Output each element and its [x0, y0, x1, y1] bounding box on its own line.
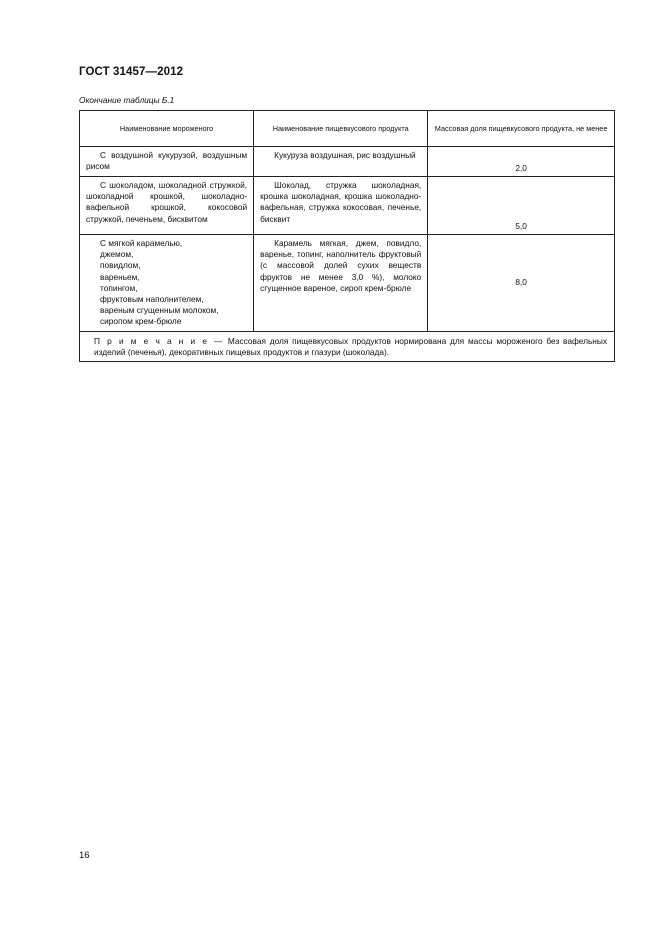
document-header: ГОСТ 31457—2012	[79, 66, 184, 78]
column-header-icecream: Наименование мороженого	[80, 111, 254, 147]
mass-fraction-cell: 8,0	[428, 235, 615, 332]
table-caption: Окончание таблицы Б.1	[79, 95, 175, 105]
icecream-name-cell: С шоколадом, шоколадной стружкой, шоколадной крошкой, шоколадно-вафельной крошкой, кокосовой стружкой, печеньем, бисквитом	[80, 177, 254, 235]
note-label: П р и м е ч а н и е —	[94, 335, 225, 346]
icecream-name-line: вареным сгущенным молоком,	[100, 305, 219, 316]
icecream-name-line: сиропом крем-брюле	[100, 316, 182, 327]
product-name-cell: Карамель мягкая, джем, повидло, варенье, топинг, наполнитель фруктовый (с массовой долей сухих веществ фруктов не менее 3,0 %), молоко сгущенное вареное, сироп крем-брюле	[254, 235, 428, 332]
mass-fraction-cell: 5,0	[428, 177, 615, 235]
ingredient-table	[79, 110, 615, 362]
page-number: 16	[79, 850, 90, 861]
product-name-cell: Кукуруза воздушная, рис воздушный	[254, 147, 428, 177]
mass-fraction-cell: 2,0	[428, 147, 615, 177]
table-header-row	[80, 111, 615, 147]
table-row	[80, 147, 615, 177]
icecream-name-line: повидлом,	[100, 260, 141, 271]
icecream-name-cell: С воздушной кукурузой, воздушным рисом	[80, 147, 254, 177]
column-header-product: Наименование пищевкусового продукта	[254, 111, 428, 147]
note-text: Массовая доля пищевкусовых продуктов нормирована для массы мороженого без вафельных изделий (печенья), декоративных пищевых продуктов и глазури (шоколада).	[94, 335, 608, 357]
product-name-cell: Шоколад, стружка шоколадная, крошка шоколадная, крошка шоколадно-вафельная, стружка кокосовая, печенье, бисквит	[254, 177, 428, 235]
icecream-name-line: фруктовым наполнителем,	[100, 294, 204, 305]
table-row	[80, 177, 615, 235]
icecream-name-cell	[80, 235, 254, 332]
table-note	[80, 331, 615, 361]
table-note-row	[80, 331, 615, 361]
icecream-name-line: вареньем,	[100, 271, 140, 282]
icecream-name-line: С мягкой карамелью,	[100, 238, 183, 248]
icecream-name-line: джемом,	[100, 249, 134, 260]
table-row	[80, 235, 615, 332]
column-header-mass-fraction: Массовая доля пищевкусового продукта, не менее	[428, 111, 615, 147]
icecream-name-line: топингом,	[100, 282, 138, 293]
